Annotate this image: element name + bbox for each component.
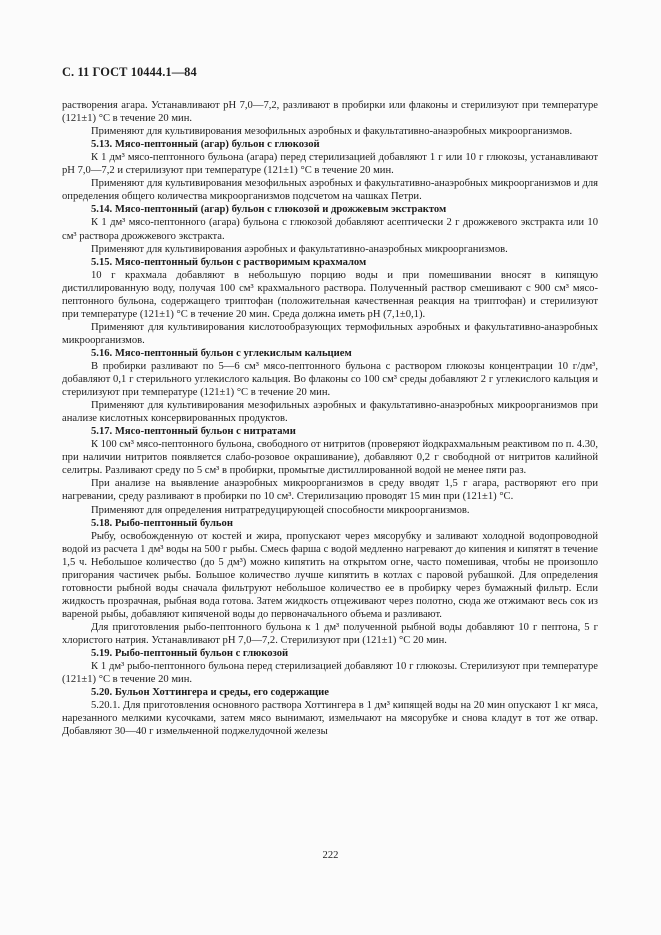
paragraph: К 1 дм³ мясо-пептонного (агара) бульона с глюкозой добавляют асептически 2 г дрожжевого экстракта или 10 см³ раствора дрожжевого экстракта. <box>62 217 598 242</box>
paragraph: Применяют для определения нитратредуцирующей способности микроорганизмов. <box>91 504 470 516</box>
paragraph: 10 г крахмала добавляют в небольшую порцию воды и при помешивании вносят в кипящую дистиллированную воду, получая 100 см³ крахмального раствора. Полученный раствор смешивают с 900 см³ мясо-пептонного бульона, содержащего триптофан (положительная качественная реакция на триптофан) и стерилизуют при температуре (121±1) °С в течение 20 мин. Среда должна иметь рН (7,1±0,1). <box>62 269 598 320</box>
paragraph: К 1 дм³ мясо-пептонного бульона (агара) перед стерилизацией добавляют 1 г или 10 г глюкозы, устанавливают рН 7,0—7,2 и стерилизуют при температуре (121±1) °С в течение 20 мин. <box>62 152 598 177</box>
page-body <box>62 66 598 738</box>
page-number: 222 <box>322 850 339 861</box>
section-heading: 5.17. Мясо-пептонный бульон с нитратами <box>91 426 296 438</box>
paragraph: Применяют для культивирования мезофильных аэробных и факультативно-анаэробных микроорганизмов и для определения общего количества микроорганизмов подсчетом на чашках Петри. <box>62 178 598 203</box>
document-text <box>62 99 598 738</box>
paragraph: Рыбу, освобожденную от костей и жира, пропускают через мясорубку и заливают холодной водопроводной водой из расчета 1 дм³ воды на 500 г рыбы. Смесь фарша с водой медленно нагревают до кипения и кипятят в течение 1,5 ч. Небольшое количество (до 5 дм³) можно кипятить на открытом огне, часто помешивая, чтобы не произошло пригорания частичек рыбы. Большое количество лучше кипятить в котлах с паровой рубашкой. Для определения готовности рыбной воды сначала фильтруют небольшое количество ее в пробирку через бумажный фильтр. Если жидкость прозрачная, рыбная вода готова. Затем жидкость отцеживают через полотно, сюда же отжимают весь сок из вареной рыбы, добавляют кипяченой воды до первоначального объема и разливают. <box>62 530 598 620</box>
section-heading: 5.20. Бульон Хоттингера и среды, его содержащие <box>91 687 329 699</box>
paragraph: При анализе на выявление анаэробных микроорганизмов в среду вводят 1,5 г агара, растворяют его при нагревании, среду разливают в пробирки по 10 см³. Стерилизацию проводят 15 мин при (121±1) °С. <box>62 478 598 503</box>
section-heading: 5.18. Рыбо-пептонный бульон <box>91 517 233 529</box>
paragraph: Применяют для культивирования мезофильных аэробных и факультативно-анаэробных микроорганизмов при анализе кислотных консервированных продуктов. <box>62 400 598 425</box>
paragraph: Применяют для культивирования аэробных и факультативно-анаэробных микроорганизмов. <box>91 243 508 255</box>
paragraph: Применяют для культивирования кислотообразующих термофильных аэробных и факультативно-анаэробных микроорганизмов. <box>62 321 598 346</box>
section-heading: 5.13. Мясо-пептонный (агар) бульон с глюкозой <box>91 139 320 151</box>
section-heading: 5.19. Рыбо-пептонный бульон с глюкозой <box>91 648 289 660</box>
paragraph: В пробирки разливают по 5—6 см³ мясо-пептонного бульона с раствором глюкозы концентрации 10 г/дм³, добавляют 0,1 г стерильного углекислого кальция. Во флаконы со 100 см³ среды добавляют 2 г углекислого кальция и стерилизуют при температуре (121±1) °С в течение 20 мин. <box>62 360 598 399</box>
paragraph: К 100 см³ мясо-пептонного бульона, свободного от нитритов (проверяют йодкрахмальным реактивом по п. 4.30, при наличии нитритов появляется слабо-розовое окрашивание), добавляют 0,2 г свободной от нитритов калийной селитры. Разливают среду по 5 см³ в пробирки, промытые дистиллированной водой не менее пяти раз. <box>62 439 598 477</box>
paragraph: Применяют для культивирования мезофильных аэробных и факультативно-анаэробных микроорганизмов. <box>91 126 573 138</box>
paragraph: 5.20.1. Для приготовления основного раствора Хоттингера в 1 дм³ кипящей воды на 20 мин опускают 1 кг мяса, нарезанного мелкими кусочками, затем мясо вынимают, измельчают на мясорубке и снова кладут в тот же отвар. Добавляют 30—40 г измельченной поджелудочной железы <box>62 700 598 738</box>
section-heading: 5.15. Мясо-пептонный бульон с растворимым крахмалом <box>91 256 367 268</box>
paragraph: Для приготовления рыбо-пептонного бульона к 1 дм³ полученной рыбной воды добавляют 10 г пептона, 5 г хлористого натрия. Устанавливают рН 7,0—7,2. Стерилизуют при (121±1) °С 20 мин. <box>62 621 598 646</box>
paragraph: растворения агара. Устанавливают рН 7,0—7,2, разливают в пробирки или флаконы и стерилизуют при температуре (121±1) °С в течение 20 мин. <box>62 100 598 125</box>
section-heading: 5.16. Мясо-пептонный бульон с углекислым кальцием <box>91 347 352 359</box>
section-heading: 5.14. Мясо-пептонный (агар) бульон с глюкозой и дрожжевым экстрактом <box>91 204 447 216</box>
paragraph: К 1 дм³ рыбо-пептонного бульона перед стерилизацией добавляют 10 г глюкозы. Стерилизуют при температуре (121±1) °С в течение 20 мин. <box>62 661 598 686</box>
page-header: С. 11 ГОСТ 10444.1—84 <box>62 65 197 79</box>
